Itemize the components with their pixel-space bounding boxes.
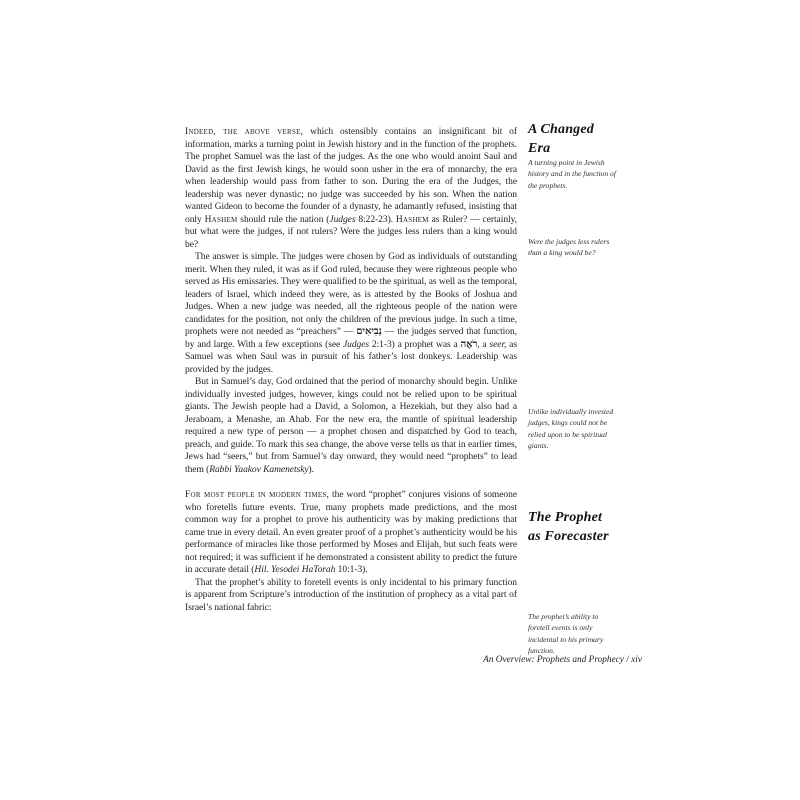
margin-heading-prophet-as-forecaster: The Prophet as Forecaster [528, 510, 609, 544]
margin-note-invested-judges: Unlike individually invested judges, kings could not be relied upon to be spiritual giants. [528, 407, 614, 450]
margin-heading-a-changed-era: A Changed Era [528, 122, 594, 156]
body-paragraph: But in Samuel’s day, God ordained that the period of monarchy should begin. Unlike individually invested judges, however, kings could not be relied upon to be spiritual giants. The Jewish people had a David, a Solomon, a Hezekiah, but they also had a Jeraboam, a Menashe, an Ahab. For the new era, the mantle of spiritual leadership required a new type of person — a prophet chosen and dispatched by God to teach, preach, and guide. To mark this sea change, the above verse tells us that in earlier times, Jews had “seers,” but from Samuel’s day onward, they would need “prophets” to lead them (Rabbi Yaakov Kamenetsky). [185, 377, 517, 475]
main-text-column [185, 126, 517, 614]
body-paragraph: Indeed, the above verse, which ostensibly contains an insignificant bit of information, marks a turning point in Jewish history and in the function of the prophets. The prophet Samuel was the last of the judges. As the one who would anoint Saul and David as the first Jewish kings, he would soon usher in the era of monarchy, the era when leadership would pass from father to son. During the era of the Judges, the leadership was never dynastic; no judge was succeeded by his son. When the nation wanted Gideon to become the founder of a dynasty, he adamantly refused, insisting that only Hashem should rule the nation (Judges 8:22-23). Hashem as Ruler? — certainly, but what were the judges, if not rulers? Were the judges less rulers than a king would be? [185, 127, 518, 250]
margin-note-turning-point: A turning point in Jewish history and in the function of the prophets. [528, 158, 616, 190]
body-paragraph: For most people in modern times, the word “prophet” conjures visions of someone who foretells future events. True, many prophets made predictions, and the most common way for a prophet to prove his authenticity was by making predictions that came true in every detail. An even greater proof of a prophet’s authenticity would be his performance of miracles like those performed by Moses and Elijah, but such feats were not required; it was sufficient if he demonstrated a consistent ability to predict the future in accurate detail (Hil. Yesodei HaTorah 10:1-3). [185, 490, 517, 575]
margin-note-foretell-incidental: The prophet’s ability to foretell events is only incidental to his primary function. [528, 612, 604, 655]
section-prophet-as-forecaster [185, 489, 517, 614]
body-paragraph: That the prophet’s ability to foretell events is only incidental to his primary function is apparent from Scripture’s introduction of the institution of prophecy as a vital part of Israel’s national fabric: [185, 577, 517, 613]
margin-note-judges-rulers: Were the judges less rulers than a king would be? [528, 237, 610, 258]
body-paragraph: The answer is simple. The judges were chosen by God as individuals of outstanding merit. When they ruled, it was as if God ruled, because they were righteous people who served as His emissaries. They were qualified to be the spiritual, as well as the temporal, leaders of Israel, which indeed they were, as is attested by the Books of Joshua and Judges. When a new judge was needed, all the righteous people of the nation were candidates for the position, not only the children of the previous judge. In such a time, prophets were not needed as “preachers” — נְבִיאִים — the judges served that function, by and large. With a few exceptions (see Judges 2:1-3) a prophet was a רֹאֶה, a seer, as Samuel was when Saul was in pursuit of his father’s lost donkeys. Leadership was provided by the judges. [185, 252, 517, 375]
running-footer: An Overview: Prophets and Prophecy / xiv [483, 655, 642, 665]
section-a-changed-era [185, 126, 517, 476]
